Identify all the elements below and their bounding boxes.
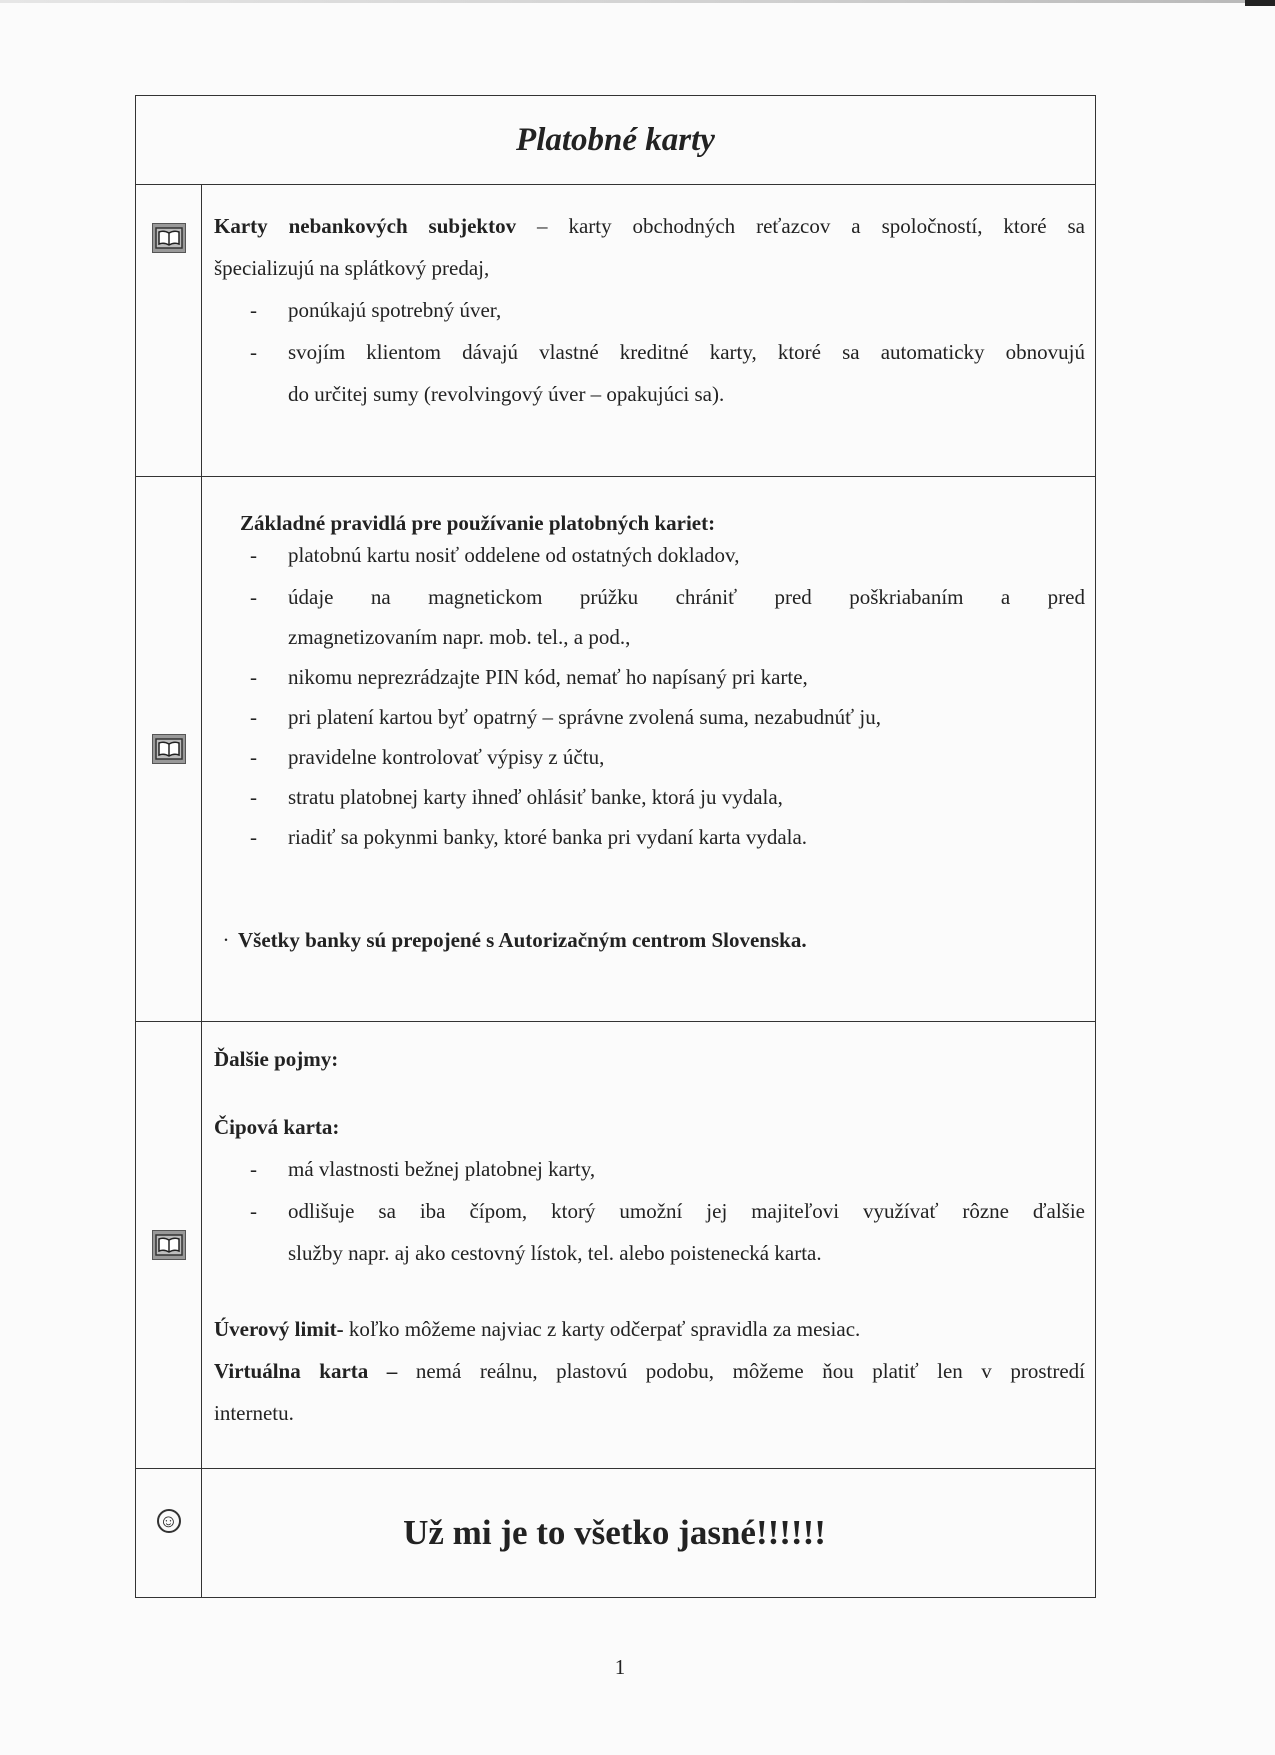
term-heading: Karty nebankových subjektov [214,214,517,238]
paragraph-line [214,205,1085,247]
icon-cell [136,477,202,1021]
icon-cell [136,1022,202,1468]
rule-item: - pri platení kartou byť opatrný – správne zvolená suma, nezabudnúť ju, [214,697,1085,737]
note-bullet: · [222,928,230,952]
icon-cell [136,1469,202,1597]
list-item: - svojím klientom dávajú vlastné kreditné karty, ktoré sa automaticky obnovujú [214,331,1085,373]
credit-limit-term: Úverový limit- [214,1317,344,1341]
section-closing [136,1469,1095,1597]
chip-card-heading-text: Čipová karta: [214,1115,340,1139]
rule-item: - pravidelne kontrolovať výpisy z účtu, [214,737,1085,777]
smiley-icon: ☺ [157,1509,181,1533]
rule-item: - stratu platobnej karty ihneď ohlásiť banke, ktorá ju vydala, [214,777,1085,817]
book-icon [152,223,186,253]
list-item-continuation: do určitej sumy (revolvingový úver – opakujúci sa). [288,382,725,406]
scan-corner-mark [1245,0,1275,6]
paragraph-line: špecializujú na splátkový predaj, [214,256,490,280]
other-terms-heading [214,1038,1085,1080]
chip-card-item: - odlišuje sa iba čípom, ktorý umožní jej majiteľovi využívať rôzne ďalšie [214,1190,1085,1232]
section-content [202,1469,1095,1597]
credit-limit-text: koľko môžeme najviac z karty odčerpať spravidla za mesiac. [343,1317,861,1341]
section-content [202,1022,1095,1468]
book-icon [152,1230,186,1260]
chip-card-list [214,1148,1085,1274]
scan-top-edge [0,0,1275,3]
section-content [202,185,1095,476]
rules-heading-text: Základné pravidlá pre používanie platobných kariet: [240,511,716,535]
icon-cell [136,185,202,476]
chip-card-item: - má vlastnosti bežnej platobnej karty, [214,1148,1085,1190]
rule-item: - riadiť sa pokynmi banky, ktoré banka pri vydaní karta vydala. [214,817,1085,857]
book-icon [152,734,186,764]
credit-limit-definition [214,1308,1085,1350]
section-other-terms [136,1022,1095,1469]
worksheet-table [135,95,1096,1598]
closing-statement: Už mi je to všetko jasné!!!!!! [403,1513,826,1552]
rule-item: - platobnú kartu nosiť oddelene od ostatných dokladov, [214,539,1085,571]
rules-heading [214,507,1085,539]
list-item: - ponúkajú spotrebný úver, [214,289,1085,331]
page-number: 1 [614,1655,626,1679]
virtual-card-definition [214,1350,1085,1392]
virtual-card-term: Virtuálna karta – [214,1359,398,1383]
note-text: Všetky banky sú prepojené s Autorizačným centrom Slovenska. [238,928,807,952]
virtual-card-continuation: internetu. [214,1401,294,1425]
rule-item: - údaje na magnetickom prúžku chrániť pred poškriabaním a pred [214,577,1085,617]
rules-list [214,539,1085,857]
page-title: Platobné karty [516,121,715,158]
authorization-note [214,919,1085,961]
chip-card-item-continuation: služby napr. aj ako cestovný lístok, tel. alebo poistenecká karta. [288,1241,822,1265]
section-non-bank-cards [136,185,1095,477]
rule-item-continuation: zmagnetizovaním napr. mob. tel., a pod., [288,625,631,649]
section-basic-rules [136,477,1095,1022]
section-content [202,477,1095,1021]
chip-card-heading [214,1106,1085,1148]
bullet-list [214,289,1085,415]
other-terms-heading-text: Ďalšie pojmy: [214,1047,339,1071]
virtual-card-text: nemá reálnu, plastovú podobu, môžeme ňou platiť len v prostredí [397,1359,1085,1383]
rule-item: - nikomu neprezrádzajte PIN kód, nemať ho napísaný pri karte, [214,657,1085,697]
title-row [136,96,1095,185]
definition-text: – karty obchodných reťazcov a spoločností, ktoré sa [516,214,1085,238]
